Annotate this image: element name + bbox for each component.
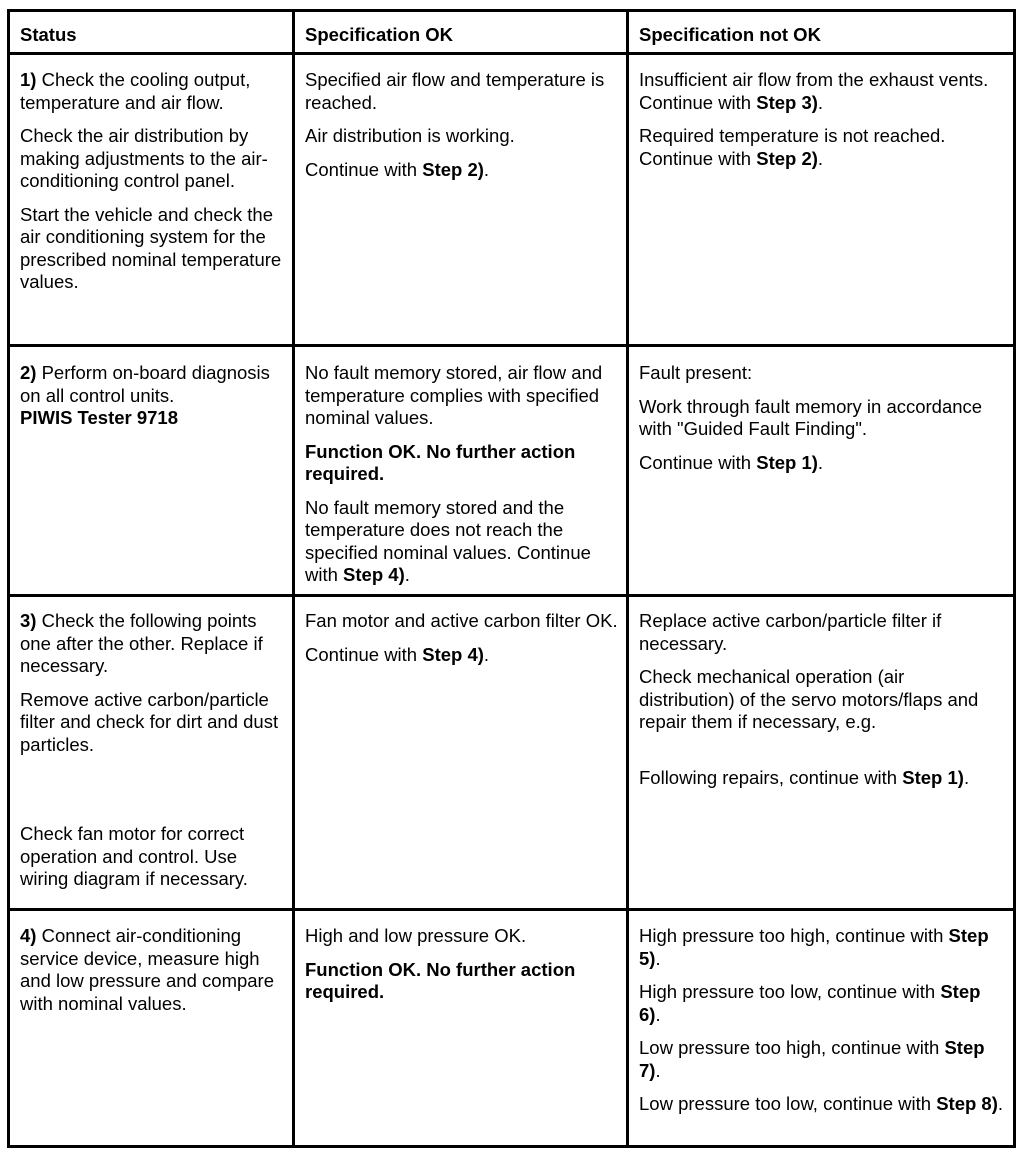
row1-status-paragraph: Start the vehicle and check the air conditioning system for the prescribed nominal temperature values. — [20, 203, 282, 292]
row-divider-3 — [7, 908, 1016, 911]
spacer — [20, 767, 284, 823]
step-number: 1) — [20, 69, 37, 90]
step-reference: Step 2) — [756, 147, 818, 169]
row1-status-paragraph: Check the air distribution by making adjustments to the air-conditioning control panel. — [20, 125, 268, 191]
row3-ok-paragraph: Fan motor and active carbon filter OK. — [305, 610, 618, 631]
row1-spec-not-ok — [629, 69, 1013, 181]
header-spec-not-ok — [629, 24, 1013, 47]
row1-not-ok-paragraph: Required temperature is not reached. Continue with Step 2). — [639, 125, 946, 169]
row4-not-ok-paragraph: Low pressure too high, continue with Step 7). — [639, 1037, 985, 1081]
row2-status — [10, 362, 292, 441]
header-divider — [7, 52, 1016, 55]
row1-ok-paragraph: Continue with Step 2). — [305, 158, 490, 180]
step-number: 4) — [20, 925, 37, 946]
row3-spec-not-ok — [629, 610, 1013, 800]
spacer — [639, 745, 1005, 767]
row3-status-paragraph: Remove active carbon/particle filter and check for dirt and dust particles. — [20, 688, 279, 755]
row4-not-ok-paragraph: Low pressure too low, continue with Step 8). — [639, 1093, 1004, 1114]
row2-spec-not-ok — [629, 362, 1013, 485]
header-status — [10, 24, 292, 47]
row2-status-paragraph: 2) Perform on-board diagnosis on all control units. PIWIS Tester 9718 — [20, 362, 270, 428]
header-status-label: Status — [20, 24, 77, 45]
row2-not-ok-paragraph: Continue with Step 1). — [639, 451, 824, 473]
header-spec-ok — [295, 24, 626, 47]
step-reference: Step 1) — [902, 766, 964, 788]
row1-not-ok-paragraph: Insufficient air flow from the exhaust vents. Continue with Step 3). — [639, 69, 989, 113]
header-spec-not-ok-label: Specification not OK — [639, 24, 821, 45]
table-border-right — [1013, 9, 1016, 1148]
row1-ok-paragraph: Air distribution is working. — [305, 125, 515, 146]
step-number: 3) — [20, 610, 37, 631]
row1-ok-paragraph: Specified air flow and temperature is reached. — [305, 69, 605, 113]
row3-spec-ok — [295, 610, 626, 677]
step-reference: Step 3) — [756, 91, 818, 113]
row2-ok-paragraph: Function OK. No further action required. — [305, 440, 576, 484]
row2-not-ok-paragraph: Work through fault memory in accordance with "Guided Fault Finding". — [639, 395, 983, 439]
step-reference: Step 5) — [639, 925, 989, 969]
row4-not-ok-paragraph: High pressure too low, continue with Step 6). — [639, 981, 981, 1025]
row-divider-1 — [7, 344, 1016, 347]
row2-not-ok-paragraph: Fault present: — [639, 362, 753, 383]
row4-spec-ok — [295, 925, 626, 1015]
step-reference: Step 7) — [639, 1037, 985, 1081]
step-reference: Step 6) — [639, 981, 981, 1025]
row4-status — [10, 925, 292, 1026]
row1-spec-ok — [295, 69, 626, 192]
row4-status-paragraph: 4) Connect air-conditioning service device, measure high and low pressure and compare with nominal values. — [20, 925, 275, 1014]
row3-status-paragraph: Check fan motor for correct operation and control. Use wiring diagram if necessary. — [20, 823, 248, 889]
step-number: 2) — [20, 362, 37, 383]
step-reference: Step 8) — [936, 1093, 998, 1114]
step-reference: Step 4) — [422, 643, 484, 665]
step-reference: Step 2) — [422, 158, 484, 180]
row3-not-ok-paragraph: Following repairs, continue with Step 1). — [639, 766, 970, 788]
row4-not-ok-paragraph: High pressure too high, continue with Step 5). — [639, 925, 989, 969]
row4-ok-paragraph: High and low pressure OK. — [305, 925, 527, 946]
row4-spec-not-ok — [629, 925, 1013, 1127]
row1-status — [10, 69, 292, 305]
row3-status — [10, 610, 292, 902]
row1-status-paragraph: 1) Check the cooling output, temperature and air flow. — [20, 69, 251, 113]
row3-not-ok-paragraph: Check mechanical operation (air distribution) of the servo motors/flaps and repair them if necessary, e.g. — [639, 666, 979, 732]
step-reference: Step 4) — [343, 564, 405, 585]
row4-ok-paragraph: Function OK. No further action required. — [305, 958, 576, 1002]
table-border-bottom — [7, 1145, 1016, 1148]
row2-ok-paragraph: No fault memory stored and the temperature does not reach the specified nominal values. Continue with Step 4). — [305, 496, 591, 585]
row3-not-ok-paragraph: Replace active carbon/particle filter if necessary. — [639, 610, 942, 654]
step-reference: Step 1) — [756, 451, 818, 473]
header-spec-ok-label: Specification OK — [305, 24, 454, 45]
row2-ok-paragraph: No fault memory stored, air flow and temperature complies with specified nominal values. — [305, 362, 603, 428]
row2-spec-ok — [295, 362, 626, 598]
row3-status-paragraph: 3) Check the following points one after the other. Replace if necessary. — [20, 610, 263, 676]
tool-name: PIWIS Tester 9718 — [20, 407, 179, 428]
table-border-top — [7, 9, 1016, 12]
row3-ok-paragraph: Continue with Step 4). — [305, 643, 490, 665]
